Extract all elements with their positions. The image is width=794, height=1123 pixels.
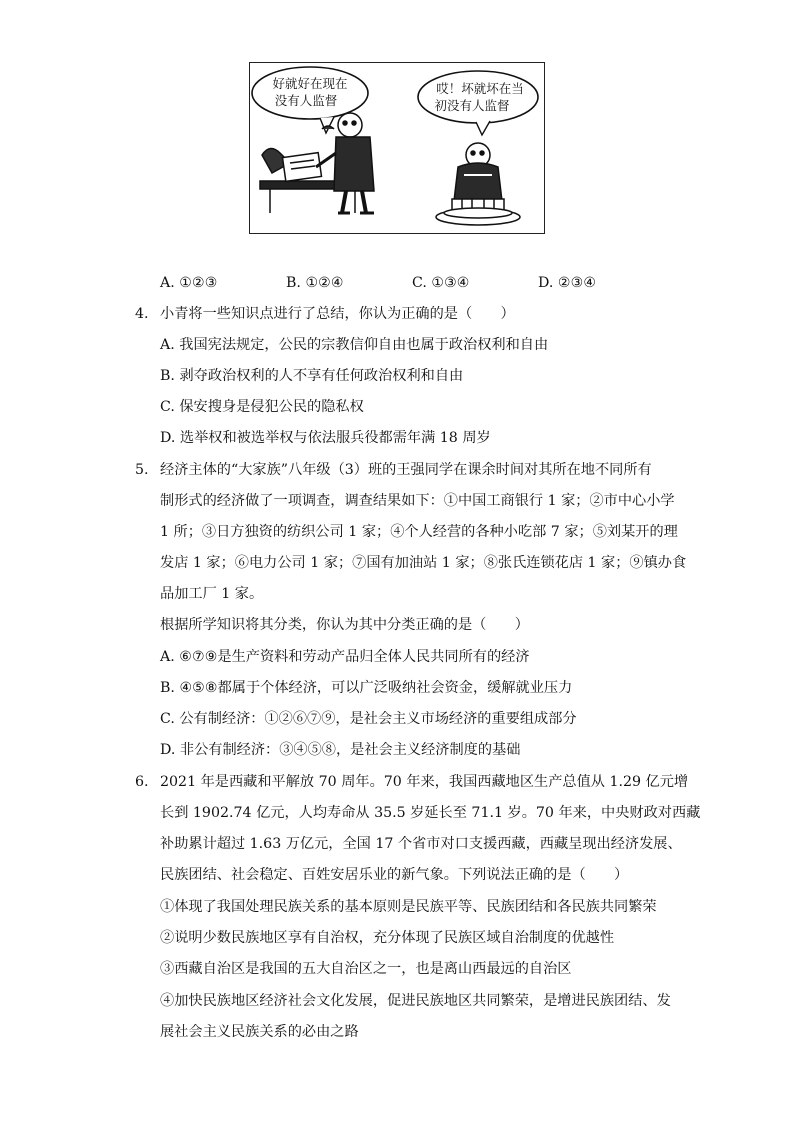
q3-option-d[interactable]: D. ②③④ xyxy=(538,275,597,291)
q4-number: 4. xyxy=(135,306,149,322)
q5-stem-line-6: 根据所学知识将其分类，你认为其中分类正确的是（ ） xyxy=(160,617,529,633)
right-bubble-line-2: 初没有人监督 xyxy=(434,98,510,113)
q5-option-a[interactable]: A. ⑥⑦⑨是生产资料和劳动产品归全体人民共同所有的经济 xyxy=(160,649,530,665)
cartoon-illustration xyxy=(249,62,545,234)
q6-stem-line-1: 2021 年是西藏和平解放 70 周年。70 年来，我国西藏地区生产总值从 1.29 亿元增 xyxy=(160,774,689,790)
right-figure xyxy=(436,143,520,225)
q5-stem-line-3: 1 所；③日方独资的纺织公司 1 家；④个人经营的各种小吃部 7 家；⑤刘某开的理 xyxy=(160,524,678,540)
q5-stem-line-5: 品加工厂 1 家。 xyxy=(160,586,264,602)
q4-option-b[interactable]: B. 剥夺政治权利的人不享有任何政治权利和自由 xyxy=(160,368,464,384)
q5-stem-line-4: 发店 1 家；⑥电力公司 1 家；⑦国有加油站 1 家；⑧张氏连锁花店 1 家；⑨镇办食 xyxy=(160,555,687,571)
q4-option-a[interactable]: A. 我国宪法规定，公民的宗教信仰自由也属于政治权利和自由 xyxy=(160,337,549,353)
q6-statement-4: ④加快民族地区经济社会文化发展，促进民族地区共同繁荣，是增进民族团结、发 xyxy=(160,993,671,1009)
q3-option-b[interactable]: B. ①②④ xyxy=(286,275,344,291)
q6-stem-line-2: 长到 1902.74 亿元，人均寿命从 35.5 岁延长至 71.1 岁。70 年来，中央财政对西藏 xyxy=(160,805,701,821)
q5-option-c[interactable]: C. 公有制经济：①②⑥⑦⑨，是社会主义市场经济的重要组成部分 xyxy=(160,711,577,727)
q6-number: 6. xyxy=(135,774,149,790)
q6-statement-4-cont: 展社会主义民族关系的必由之路 xyxy=(160,1024,359,1040)
q5-stem-line-1: 经济主体的“大家族”八年级（3）班的王强同学在课余时间对其所在地不同所有 xyxy=(160,462,652,478)
q6-statement-2: ②说明少数民族地区享有自治权，充分体现了民族区域自治制度的优越性 xyxy=(160,930,615,946)
cartoon-drawing xyxy=(250,63,543,232)
q6-statement-1: ①体现了我国处理民族关系的基本原则是民族平等、民族团结和各民族共同繁荣 xyxy=(160,899,657,915)
q6-stem-line-4: 民族团结、社会稳定、百姓安居乐业的新气象。下列说法正确的是（ ） xyxy=(160,867,629,883)
q5-option-d[interactable]: D. 非公有制经济：③④⑤⑧，是社会主义经济制度的基础 xyxy=(160,742,521,758)
q6-stem-line-3: 补助累计超过 1.63 万亿元，全国 17 个省市对口支援西藏，西藏呈现出经济发展、 xyxy=(160,836,682,852)
q5-number: 5. xyxy=(135,462,149,478)
q5-stem-line-2: 制形式的经济做了一项调查，调查结果如下：①中国工商银行 1 家；②市中心小学 xyxy=(160,493,675,509)
left-figure xyxy=(260,113,374,213)
left-bubble-line-1: 好就好在现在 xyxy=(272,76,348,91)
right-bubble-line-1: 哎！坏就坏在当 xyxy=(436,81,524,96)
q3-option-a[interactable]: A. ①②③ xyxy=(160,275,218,291)
q5-option-b[interactable]: B. ④⑤⑧都属于个体经济，可以广泛吸纳社会资金，缓解就业压力 xyxy=(160,680,573,696)
q4-stem: 小青将一些知识点进行了总结，你认为正确的是（ ） xyxy=(160,306,515,322)
q4-option-c[interactable]: C. 保安搜身是侵犯公民的隐私权 xyxy=(160,399,364,415)
q6-statement-3: ③西藏自治区是我国的五大自治区之一，也是离山西最远的自治区 xyxy=(160,961,572,977)
q4-option-d[interactable]: D. 选举权和被选举权与依法服兵役都需年满 18 周岁 xyxy=(160,430,491,446)
q3-option-c[interactable]: C. ①③④ xyxy=(412,275,470,291)
left-bubble-line-2: 没有人监督 xyxy=(274,93,338,108)
